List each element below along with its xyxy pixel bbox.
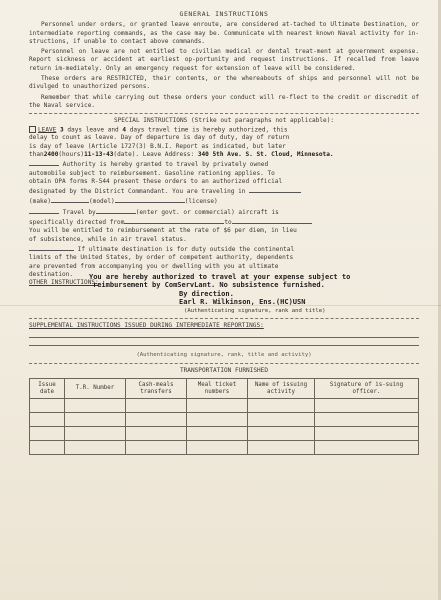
aircraft-type-field[interactable]: [96, 207, 136, 214]
report-time-value: 2400: [43, 150, 59, 158]
table-cell[interactable]: [315, 413, 419, 427]
table-cell[interactable]: [187, 413, 248, 427]
auto-line-2: automobile subject to reimbursement. Gasoline rationing applies. To: [29, 169, 275, 177]
leave-line-1: [29, 126, 419, 135]
leave-label: LEAVE: [38, 126, 57, 134]
air-line-3: You will be entitled to reimbursement at the rate of $6 per diem, in lieu: [29, 227, 297, 235]
travel-days-value: 4: [122, 126, 127, 134]
air-from-label: specifically directed from: [29, 219, 125, 227]
table-cell[interactable]: [248, 441, 315, 455]
auto-text-1: Authority is hereby granted to travel by privately owned: [62, 161, 269, 169]
other-instructions-block: [29, 271, 419, 307]
table-cell[interactable]: [30, 441, 65, 455]
general-paragraph-3: These orders are RESTRICTED, their contents, or the whereabouts of ships and personnel will not be divulged to unauthorized persons.: [29, 75, 419, 91]
col-meal-ticket: Meal ticket numbers: [187, 379, 248, 399]
leave-text-2: days travel time is hereby authorized, this: [129, 126, 288, 134]
table-cell[interactable]: [248, 413, 315, 427]
table-cell[interactable]: [315, 441, 419, 455]
general-instructions-title: GENERAL INSTRUCTIONS: [179, 10, 269, 18]
table-row: [30, 441, 419, 455]
col-cash-meals: Cash-meals transfers: [126, 379, 187, 399]
license-label: (license): [184, 198, 218, 206]
leave-text: days leave and: [67, 126, 119, 134]
leave-than: than: [29, 150, 44, 158]
table-cell[interactable]: [248, 399, 315, 413]
other-instructions-label: OTHER INSTRUCTIONS:: [29, 279, 99, 287]
struck-blank-2: [29, 207, 59, 214]
air-text-2: (enter govt. or commercial) aircraft is: [135, 208, 279, 216]
supplemental-line-1[interactable]: [29, 330, 419, 338]
leave-address-label: (date). Leave Address:: [113, 150, 195, 158]
table-cell[interactable]: [187, 427, 248, 441]
table-cell[interactable]: [65, 399, 126, 413]
air-text-1: Travel by: [62, 208, 96, 216]
general-paragraph-1: Personnel under orders, or granted leave enroute, are considered at-tached to Ultimate Destination, or intermediate reporting commands, as the case may be. Communicate with nearest known Naval activity for in-structions, if unable to contact above commands.: [29, 21, 419, 45]
divider: [29, 113, 419, 114]
table-cell[interactable]: [65, 413, 126, 427]
special-instructions-heading: SPECIAL INSTRUCTIONS (Strike out paragraphs not applicable):: [113, 117, 335, 125]
table-cell[interactable]: [126, 427, 187, 441]
leave-checkbox[interactable]: [29, 126, 36, 133]
table-cell[interactable]: [315, 427, 419, 441]
leave-hours-label: (hours): [58, 150, 85, 158]
table-cell[interactable]: [30, 399, 65, 413]
table-row: [30, 399, 419, 413]
transportation-table: [29, 378, 419, 455]
leave-days-value: 3: [60, 126, 64, 134]
report-date-value: 11-13-43: [84, 150, 114, 158]
model-label: (model): [89, 198, 115, 206]
struck-blank: [29, 159, 59, 166]
dependents-line-2: limits of the United States, by order of competent authority, dependents: [29, 254, 294, 262]
col-signature: Signature of is-suing officer.: [315, 379, 419, 399]
table-cell[interactable]: [65, 427, 126, 441]
table-cell[interactable]: [126, 413, 187, 427]
air-from-field[interactable]: [124, 217, 224, 224]
auto-line-5: [29, 196, 419, 206]
vehicle-field[interactable]: [249, 186, 301, 193]
table-cell[interactable]: [65, 441, 126, 455]
table-cell[interactable]: [248, 427, 315, 441]
col-issuing-activity: Name of issuing activity: [248, 379, 315, 399]
supplemental-line-2[interactable]: [29, 338, 419, 346]
auth-caption-2: (Authenticating signature, rank, title and activity): [136, 352, 312, 359]
make-field[interactable]: [51, 196, 89, 203]
col-tr-number: T.R. Number: [65, 379, 126, 399]
col-issue-date: Issue date: [30, 379, 65, 399]
table-cell[interactable]: [187, 441, 248, 455]
table-cell[interactable]: [126, 399, 187, 413]
air-to-label: to: [224, 219, 232, 227]
general-paragraph-4: Remember that while carrying out these orders your conduct will re-flect to the credit or discredit of the Naval service.: [29, 93, 419, 109]
typed-instruction-1: You are hereby authorized to travel at your expense subject to: [89, 272, 351, 281]
dep-text-1: If ultimate destination is for duty outside the continental: [77, 245, 295, 253]
auto-line-3: obtain OPA forms R-544 present these orders to an authorized official: [29, 177, 283, 185]
typed-instruction-3: By direction.: [179, 289, 234, 298]
table-cell[interactable]: [315, 399, 419, 413]
transportation-heading: TRANSPORTATION FURNISHED: [179, 366, 269, 374]
air-to-field[interactable]: [232, 217, 312, 224]
dependents-line-1: [29, 244, 419, 254]
general-paragraph-2: Personnel on leave are not entitled to civilian medical or dental treat-ment at government expense. Report sickness or accident at earliest op-portunity and request instructions. If recalled from leave return im-mediately. Only an emergency request for extension of leave will be considered.: [29, 48, 419, 72]
divider-2: [29, 318, 419, 319]
dependents-line-4: destination.: [29, 270, 74, 278]
signer-name: Earl R. Wilkinson, Ens.(HC)USN: [179, 297, 306, 306]
model-field[interactable]: [115, 196, 185, 203]
leave-line-3: is day of leave (Article 1727(3) B.N.I. Report as indicated, but later: [29, 142, 286, 150]
leave-address-value: 340 5th Ave. S. St. Cloud, Minnesota.: [197, 150, 334, 158]
struck-blank-3: [29, 244, 74, 251]
typed-instruction-2: reimbursement by ComServLant. No subsistence furnished.: [93, 280, 325, 289]
air-line-1: [29, 207, 419, 217]
table-row: [30, 427, 419, 441]
auto-line-1: [29, 159, 419, 169]
divider-3: [29, 363, 419, 364]
air-line-4: of subsistence, while in air travel status.: [29, 235, 187, 243]
leave-line-2: delay to count as leave. Day of departure is day of duty, day of return: [29, 134, 290, 142]
make-label: (make): [29, 198, 52, 206]
leave-line-4: [29, 151, 419, 159]
auth-caption-1: (Authenticating signature, rank and title): [184, 307, 326, 314]
table-row: [30, 413, 419, 427]
auto-line-4: [29, 186, 419, 196]
table-cell[interactable]: [187, 399, 248, 413]
supplemental-heading: SUPPLEMENTAL INSTRUCTIONS ISSUED DURING INTERMEDIATE REPORTINGS:: [29, 322, 264, 330]
auto-text-4: designated by the District Commandant. You are traveling in: [29, 188, 246, 196]
dependents-line-3: are prevented from accompanying you or dwelling with you at ultimate: [29, 262, 279, 270]
table-cell[interactable]: [126, 441, 187, 455]
table-cell[interactable]: [30, 427, 65, 441]
table-cell[interactable]: [30, 413, 65, 427]
air-line-2: [29, 217, 419, 227]
